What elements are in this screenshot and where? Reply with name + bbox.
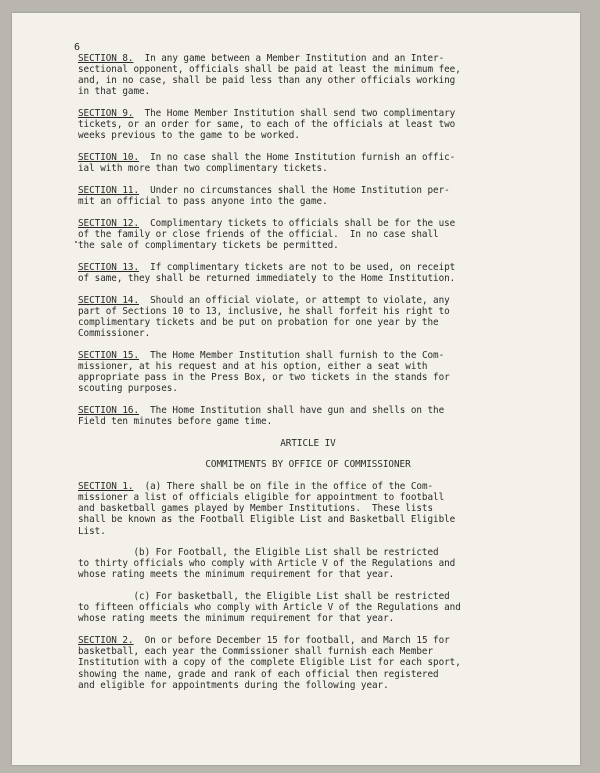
document-body bbox=[78, 53, 538, 701]
article-section-1c bbox=[78, 591, 538, 624]
text-line bbox=[78, 152, 538, 163]
text-line: and eligible for appointments during the following year. bbox=[78, 679, 389, 691]
section-text: In any game between a Member Institution and an Inter- bbox=[133, 53, 445, 64]
section-8-paragraph bbox=[78, 53, 538, 98]
article-number: ARTICLE IV bbox=[280, 437, 336, 449]
section-label: SECTION 8. bbox=[78, 53, 134, 64]
section-text: Should an official violate, or attempt to violate, any bbox=[139, 294, 450, 306]
section-text: Complimentary tickets to officials shall be for the use bbox=[139, 217, 456, 229]
text-line: missioner a list of officials eligible for appointment to football bbox=[78, 492, 445, 504]
section-label: SECTION 2. bbox=[78, 635, 134, 647]
page-number: 6 bbox=[74, 42, 81, 53]
section-label: SECTION 10. bbox=[78, 152, 140, 164]
section-10-paragraph bbox=[78, 152, 538, 174]
section-15-paragraph bbox=[78, 350, 538, 395]
scan-mark bbox=[75, 241, 77, 243]
section-11-paragraph bbox=[78, 185, 538, 207]
article-section-1b bbox=[78, 547, 538, 580]
text-line: (b) For Football, the Eligible List shall be restricted bbox=[78, 547, 439, 559]
section-text: The Home Member Institution shall furnish to the Com- bbox=[139, 349, 445, 361]
article-section-1a bbox=[78, 481, 538, 537]
article-title: COMMITMENTS BY OFFICE OF COMMISSIONER bbox=[205, 459, 411, 471]
text-line: the sale of complimentary tickets be permitted. bbox=[78, 240, 339, 252]
text-line: Field ten minutes before game time. bbox=[78, 415, 273, 427]
text-line: to thirty officials who comply with Article V of the Regulations and bbox=[78, 558, 456, 570]
text-line: showing the name, grade and rank of each official then registered bbox=[78, 668, 439, 680]
section-text: Under no circumstances shall the Home Institution per- bbox=[139, 184, 450, 196]
text-line: scouting purposes. bbox=[78, 383, 178, 395]
section-label: SECTION 15. bbox=[78, 349, 140, 361]
section-label: SECTION 1. bbox=[78, 480, 134, 492]
text-line: whose rating meets the minimum requirement for that year. bbox=[78, 569, 395, 581]
section-text: (a) There shall be on file in the office of the Com- bbox=[133, 480, 434, 492]
text-line: (c) For basketball, the Eligible List shall be restricted bbox=[78, 591, 450, 603]
section-label: SECTION 9. bbox=[78, 108, 134, 120]
section-text: In no case shall the Home Institution furnish an offic- bbox=[139, 152, 456, 164]
text-line bbox=[78, 108, 538, 119]
text-line: of same, they shall be returned immediately to the Home Institution. bbox=[78, 272, 456, 284]
text-line bbox=[78, 635, 538, 646]
text-line: and basketball games played by Member Institutions. These lists bbox=[78, 503, 434, 515]
text-line bbox=[78, 262, 538, 273]
section-9-paragraph bbox=[78, 108, 538, 141]
text-line: weeks previous to the game to be worked. bbox=[78, 130, 300, 142]
text-line bbox=[78, 405, 538, 416]
section-13-paragraph bbox=[78, 262, 538, 284]
text-line bbox=[78, 218, 538, 229]
text-line: to fifteen officials who comply with Article V of the Regulations and bbox=[78, 602, 461, 614]
text-line: sectional opponent, officials shall be paid at least the minimum fee, bbox=[78, 64, 461, 76]
text-line: and, in no case, shall be paid less than any other officials working bbox=[78, 75, 456, 87]
section-16-paragraph bbox=[78, 405, 538, 427]
text-line: Commissioner. bbox=[78, 327, 151, 339]
section-label: SECTION 12. bbox=[78, 217, 140, 229]
section-14-paragraph bbox=[78, 295, 538, 340]
section-label: SECTION 13. bbox=[78, 261, 140, 273]
text-line: tickets, or an order for same, to each of the officials at least two bbox=[78, 119, 456, 131]
section-label: SECTION 16. bbox=[78, 404, 140, 416]
text-line: List. bbox=[78, 525, 106, 537]
text-line: mit an official to pass anyone into the game. bbox=[78, 196, 328, 208]
text-line: complimentary tickets and be put on probation for one year by the bbox=[78, 316, 439, 328]
article-section-2 bbox=[78, 635, 538, 691]
section-label: SECTION 11. bbox=[78, 184, 140, 196]
text-line: part of Sections 10 to 13, inclusive, he shall forfeit his right to bbox=[78, 305, 450, 317]
section-text: On or before December 15 for football, and March 15 for bbox=[133, 635, 450, 647]
text-line: shall be known as the Football Eligible List and Basketball Eligible bbox=[78, 514, 456, 526]
section-text: The Home Institution shall have gun and shells on the bbox=[139, 404, 445, 416]
section-text: The Home Member Institution shall send two complimentary bbox=[133, 108, 456, 120]
section-text: If complimentary tickets are not to be used, on receipt bbox=[139, 261, 456, 273]
text-line bbox=[78, 185, 538, 196]
text-line bbox=[78, 350, 538, 361]
text-line bbox=[78, 295, 538, 306]
text-line: Institution with a copy of the complete Eligible List for each sport, bbox=[78, 657, 461, 669]
text-line: whose rating meets the minimum requirement for that year. bbox=[78, 613, 395, 625]
text-line: appropriate pass in the Press Box, or two tickets in the stands for bbox=[78, 371, 450, 383]
section-12-paragraph bbox=[78, 218, 538, 251]
text-line bbox=[78, 53, 538, 64]
text-line: basketball, each year the Commissioner shall furnish each Member bbox=[78, 646, 434, 658]
text-line: missioner, at his request and at his option, either a seat with bbox=[78, 360, 428, 372]
document-page bbox=[12, 13, 580, 765]
text-line: ial with more than two complimentary tickets. bbox=[78, 163, 328, 175]
section-label: SECTION 14. bbox=[78, 294, 140, 306]
text-line: in that game. bbox=[78, 86, 151, 98]
text-line: of the family or close friends of the official. In no case shall bbox=[78, 228, 439, 240]
text-line bbox=[78, 481, 538, 492]
